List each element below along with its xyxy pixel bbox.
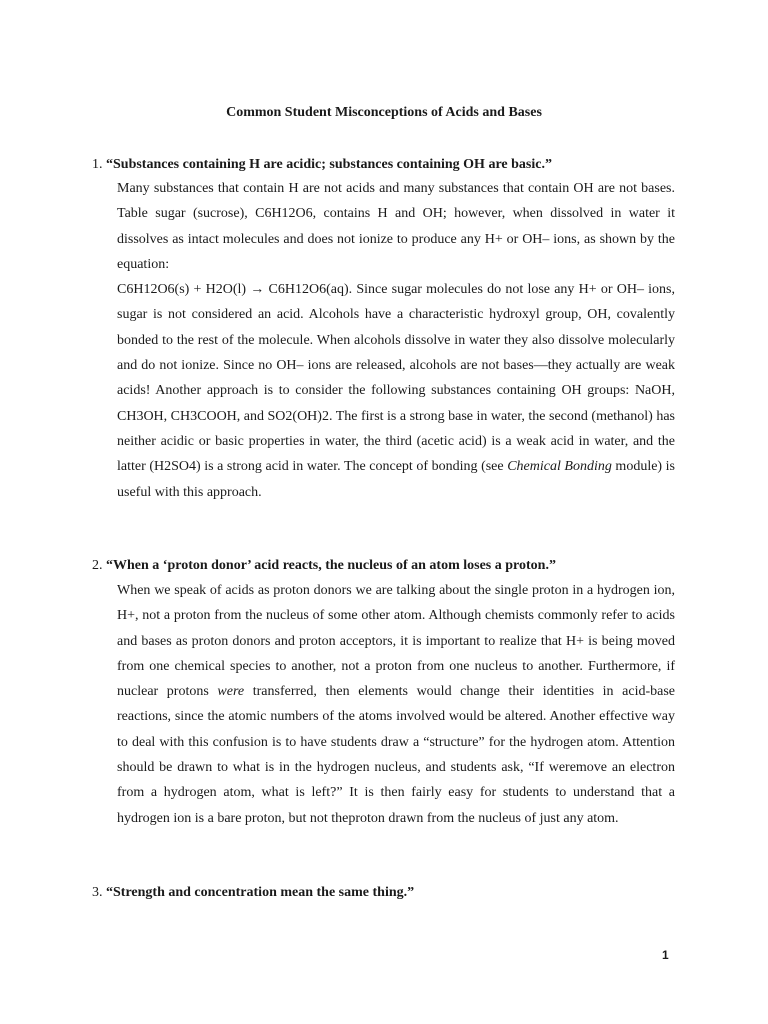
section-2-number: 2. (92, 558, 103, 573)
page-number: 1 (662, 948, 669, 962)
section-2-heading (92, 556, 682, 576)
section-2-paragraph (117, 578, 675, 831)
section-1-title: “Substances containing H are acidic; substances containing OH are basic.” (106, 157, 552, 172)
section-1-paragraph-2-end: module) is useful with this approach. (117, 459, 675, 500)
section-1-heading (92, 155, 682, 175)
chemical-bonding-reference: Chemical Bonding (507, 459, 612, 475)
section-1-number: 1. (92, 157, 103, 172)
section-3-heading (92, 883, 682, 903)
section-1-paragraph-2-text: C6H12O6(s) + H2O(l) → C6H12O6(aq). Since sugar molecules do not lose any H+ or OH– ions, sugar is not considered an acid. Alcohols have a characteristic hydroxyl group, OH, covalently bonded to the rest of the molecule. When alcohols dissolve in water they also dissolve molecularly and do not ionize. Since no OH– ions are released, alcohols are not bases—they actually are weak acids! Another approach is to consider the following substances containing OH groups: NaOH, CH3OH, CH3COOH, and SO2(OH)2. The first is a strong base in water, the second (methanol) has neither acidic or basic properties in water, the third (acetic acid) is a weak acid in water, and the latter (H2SO4) is a strong acid in water. The concept of bonding (see (117, 282, 675, 475)
section-2-paragraph-end: transferred, then elements would change their identities in acid-base reactions, since the atomic numbers of the atoms involved would be altered. Another effective way to deal with this confusion is to have students draw a “structure” for the hydrogen atom. Attention should be drawn to what is in the hydrogen nucleus, and students ask, “If weremove an electron from a hydrogen atom, what is left?” It is then fairly easy for students to understand that a hydrogen ion is a bare proton, but not theproton drawn from the nucleus of just any atom. (117, 684, 675, 826)
section-3-title: “Strength and concentration mean the same thing.” (106, 885, 415, 900)
section-2-paragraph-start: When we speak of acids as proton donors we are talking about the single proton in a hydrogen ion, H+, not a proton from the nucleus of some other atom. Although chemists commonly refer to acids and bases as proton donors and proton acceptors, it is important to realize that H+ is being moved from one chemical species to another, not a proton from one nucleus to another. Furthermore, if nuclear protons (117, 583, 675, 700)
section-1-paragraph-2 (117, 277, 675, 505)
section-1-body (117, 176, 675, 505)
emphasis-were: were (217, 684, 245, 700)
section-2-body (117, 578, 675, 831)
document-title: Common Student Misconceptions of Acids and Bases (226, 105, 542, 120)
section-1-paragraph-1: Many substances that contain H are not acids and many substances that contain OH are not bases. Table sugar (sucrose), C6H12O6, contains H and OH; however, when dissolved in water it dissolves as intact molecules and does not ionize to produce any H+ or OH– ions, as shown by the equation: (117, 181, 675, 272)
section-2-title: “When a ‘proton donor’ acid reacts, the nucleus of an atom loses a proton.” (106, 558, 556, 573)
section-3-number: 3. (92, 885, 103, 900)
